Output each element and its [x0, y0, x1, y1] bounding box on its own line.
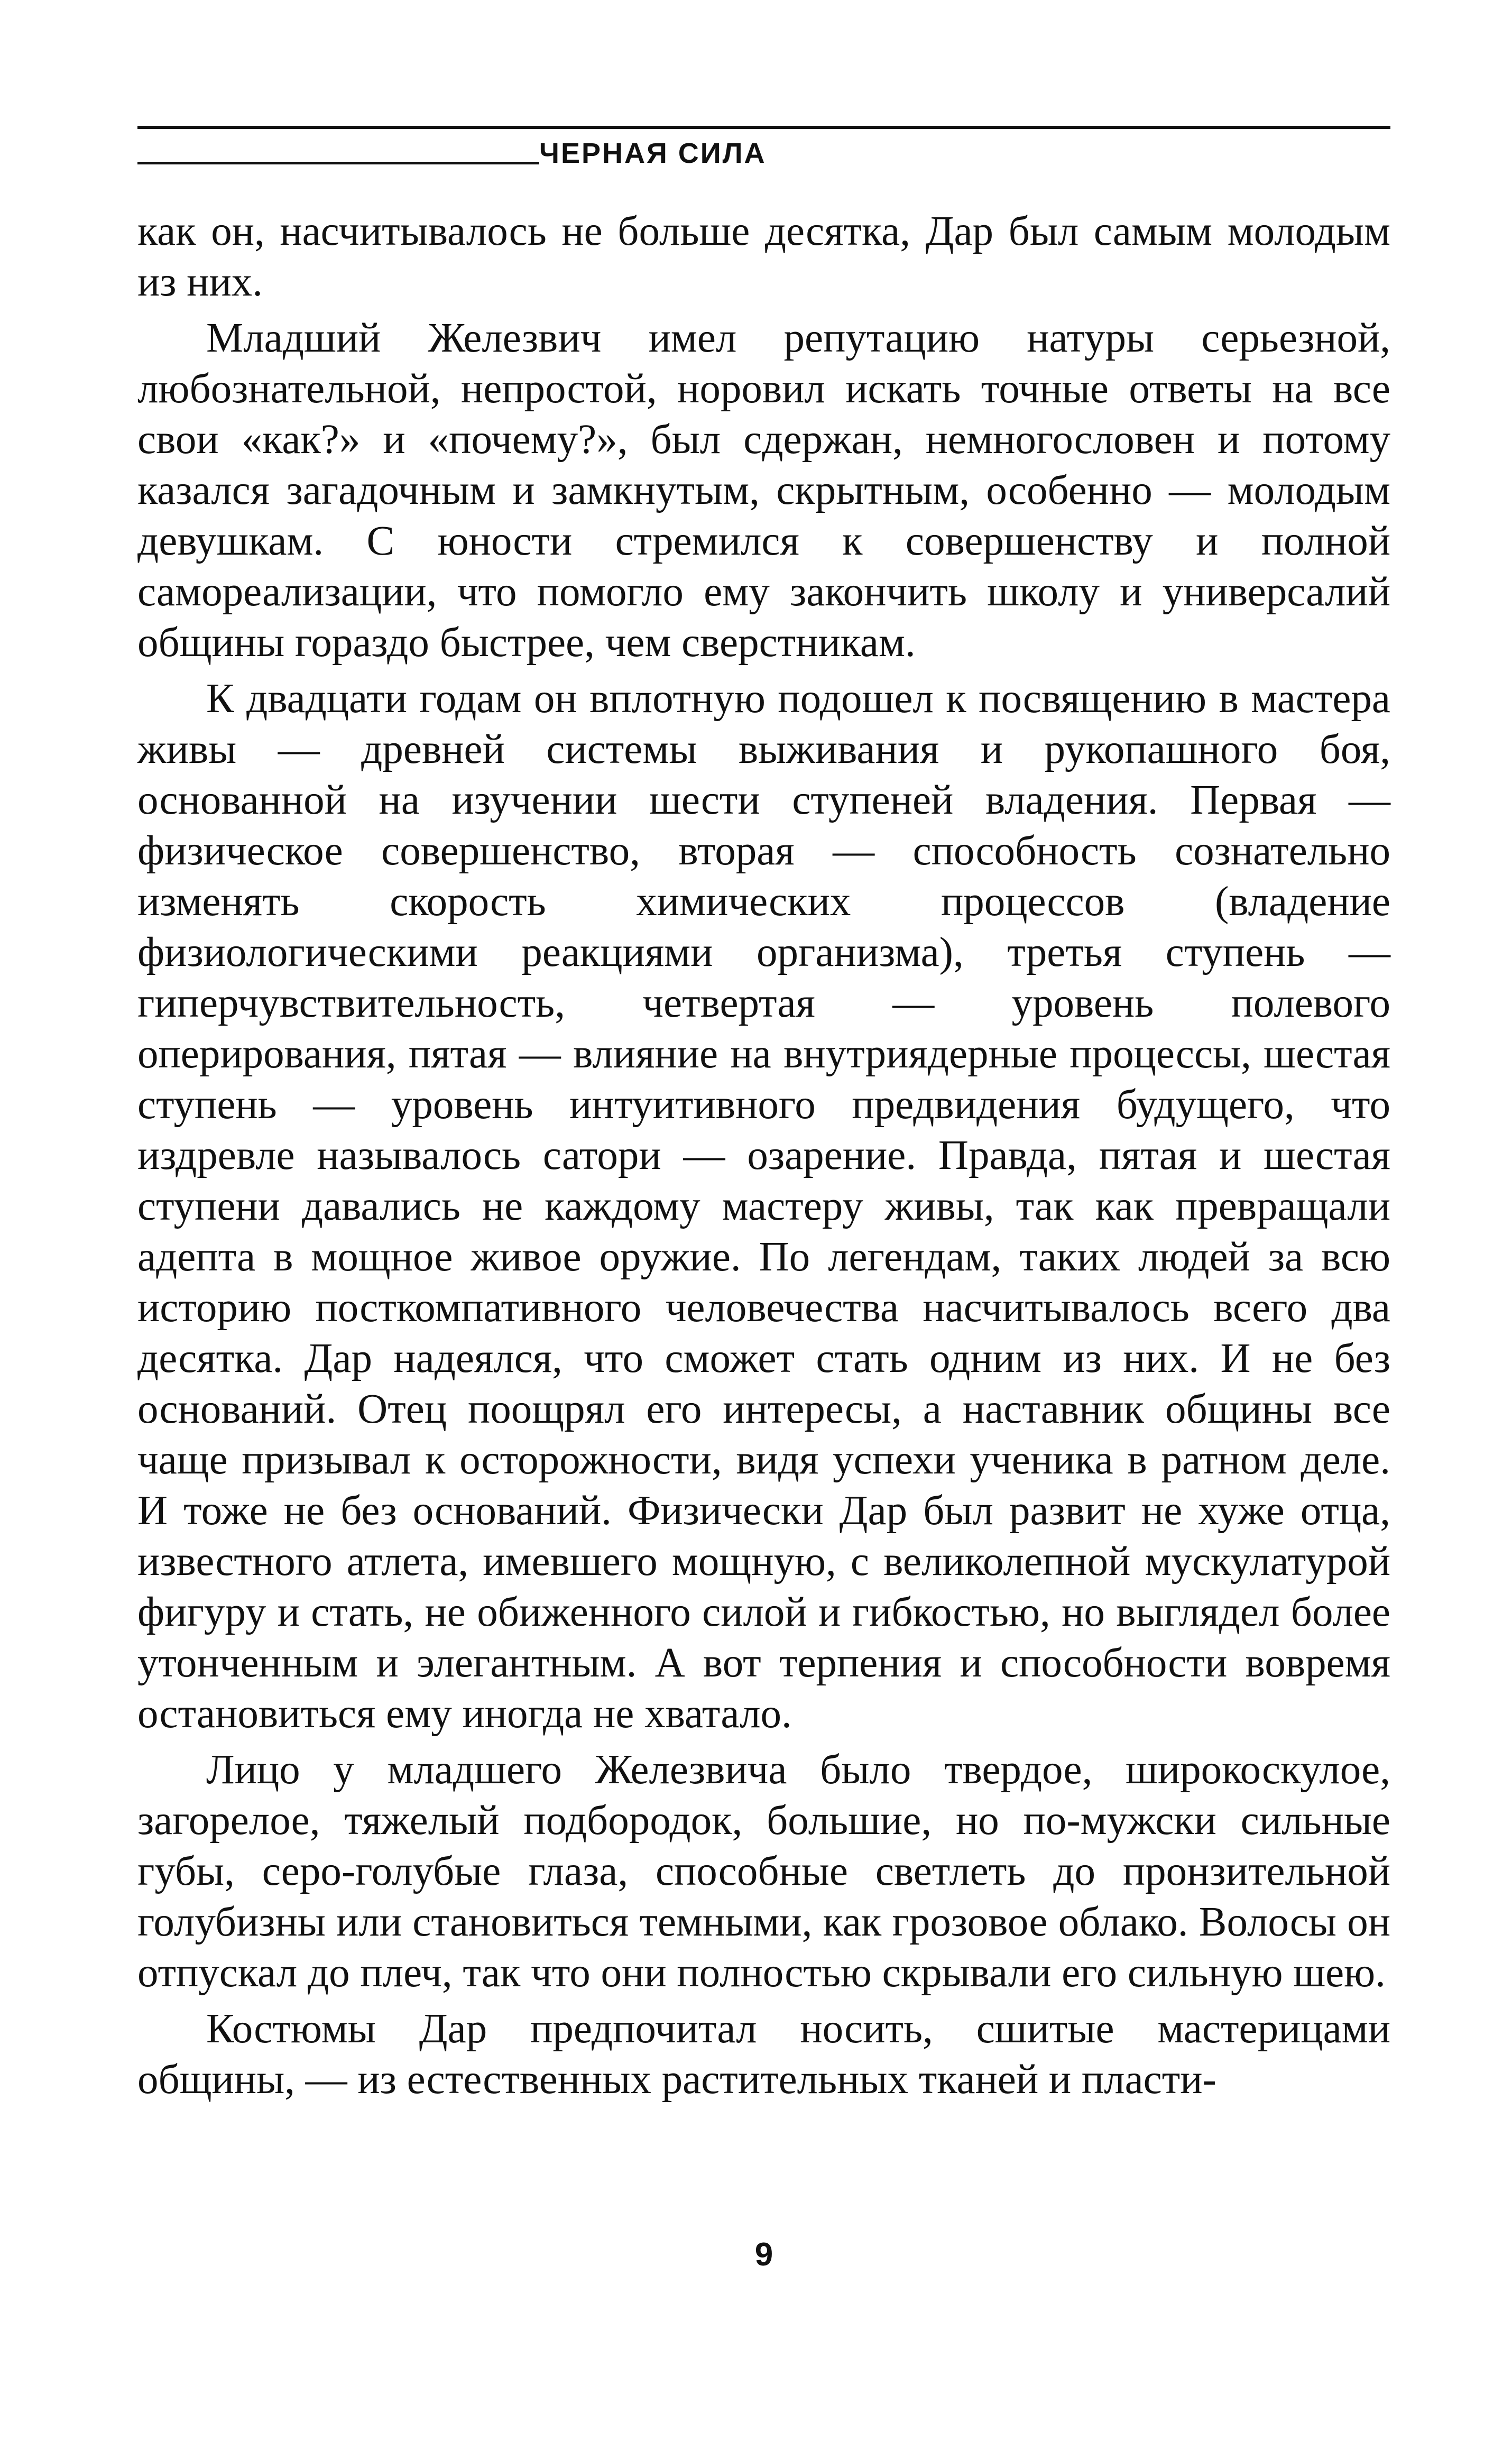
- page-number: 9: [754, 2236, 773, 2273]
- paragraph: как он, насчитывалось не больше десятка, Дар был самым молодым из них.: [137, 208, 1390, 305]
- paragraph: К двадцати годам он вплотную подошел к посвящению в мастера живы — древней системы выживания и рукопашного боя, основанной на изучении шести ступеней владения. Первая — физическое совершенство, вторая — способность сознательно изменять скорость химических процессов (владение физиологическими реакциями организма), третья ступень — гиперчувствительность, четвертая — уровень полевого оперирования, пятая — влияние на внутриядерные процессы, шестая ступень — уровень интуитивного предвидения будущего, что издревле называлось сатори — озарение. Правда, пятая и шестая ступени давались не каждому мастеру живы, так как превращали адепта в мощное живое оружие. По легендам, таких людей за всю историю посткомпативного человечества насчитывалось всего два десятка. Дар надеялся, что сможет стать одним из них. И не без оснований. Отец поощрял его интересы, а наставник общины все чаще призывал к осторожности, видя успехи ученика в ратном деле. И тоже не без оснований. Физически Дар был развит не хуже отца, известного атлета, имевшего мощную, с великолепной мускулатурой фигуру и стать, не обиженного силой и гибкостью, но выглядел более утонченным и элегантным. А вот терпения и способности вовремя остановиться ему иногда не хватало.: [137, 676, 1390, 1737]
- running-header: [137, 116, 1390, 174]
- running-title: ЧЕРНАЯ СИЛА: [539, 137, 767, 169]
- book-page: [137, 116, 1390, 2390]
- header-top-rule: [137, 126, 1390, 129]
- body-text: [137, 206, 1390, 2111]
- paragraph: Лицо у младшего Железвича было твердое, широкоскулое, загорелое, тяжелый подбородок, большие, но по-мужски сильные губы, серо-голубые глаза, способные светлеть до пронзительной голубизны или становиться темными, как грозовое облако. Волосы он отпускал до плеч, так что они полностью скрывали его сильную шею.: [137, 1747, 1390, 1996]
- paragraph: Костюмы Дар предпочитал носить, сшитые мастерицами общины, — из естественных растительных тканей и пласти-: [137, 2006, 1390, 2103]
- header-left-rule: [137, 162, 539, 164]
- paragraph: Младший Железвич имел репутацию натуры серьезной, любознательной, непростой, норовил искать точные ответы на все свои «как?» и «почему?», был сдержан, немногословен и потому казался загадочным и замкнутым, скрытным, особенно — молодым девушкам. С юности стремился к совершенству и полной самореализации, что помогло ему закончить школу и универсалий общины гораздо быстрее, чем сверстникам.: [137, 315, 1390, 666]
